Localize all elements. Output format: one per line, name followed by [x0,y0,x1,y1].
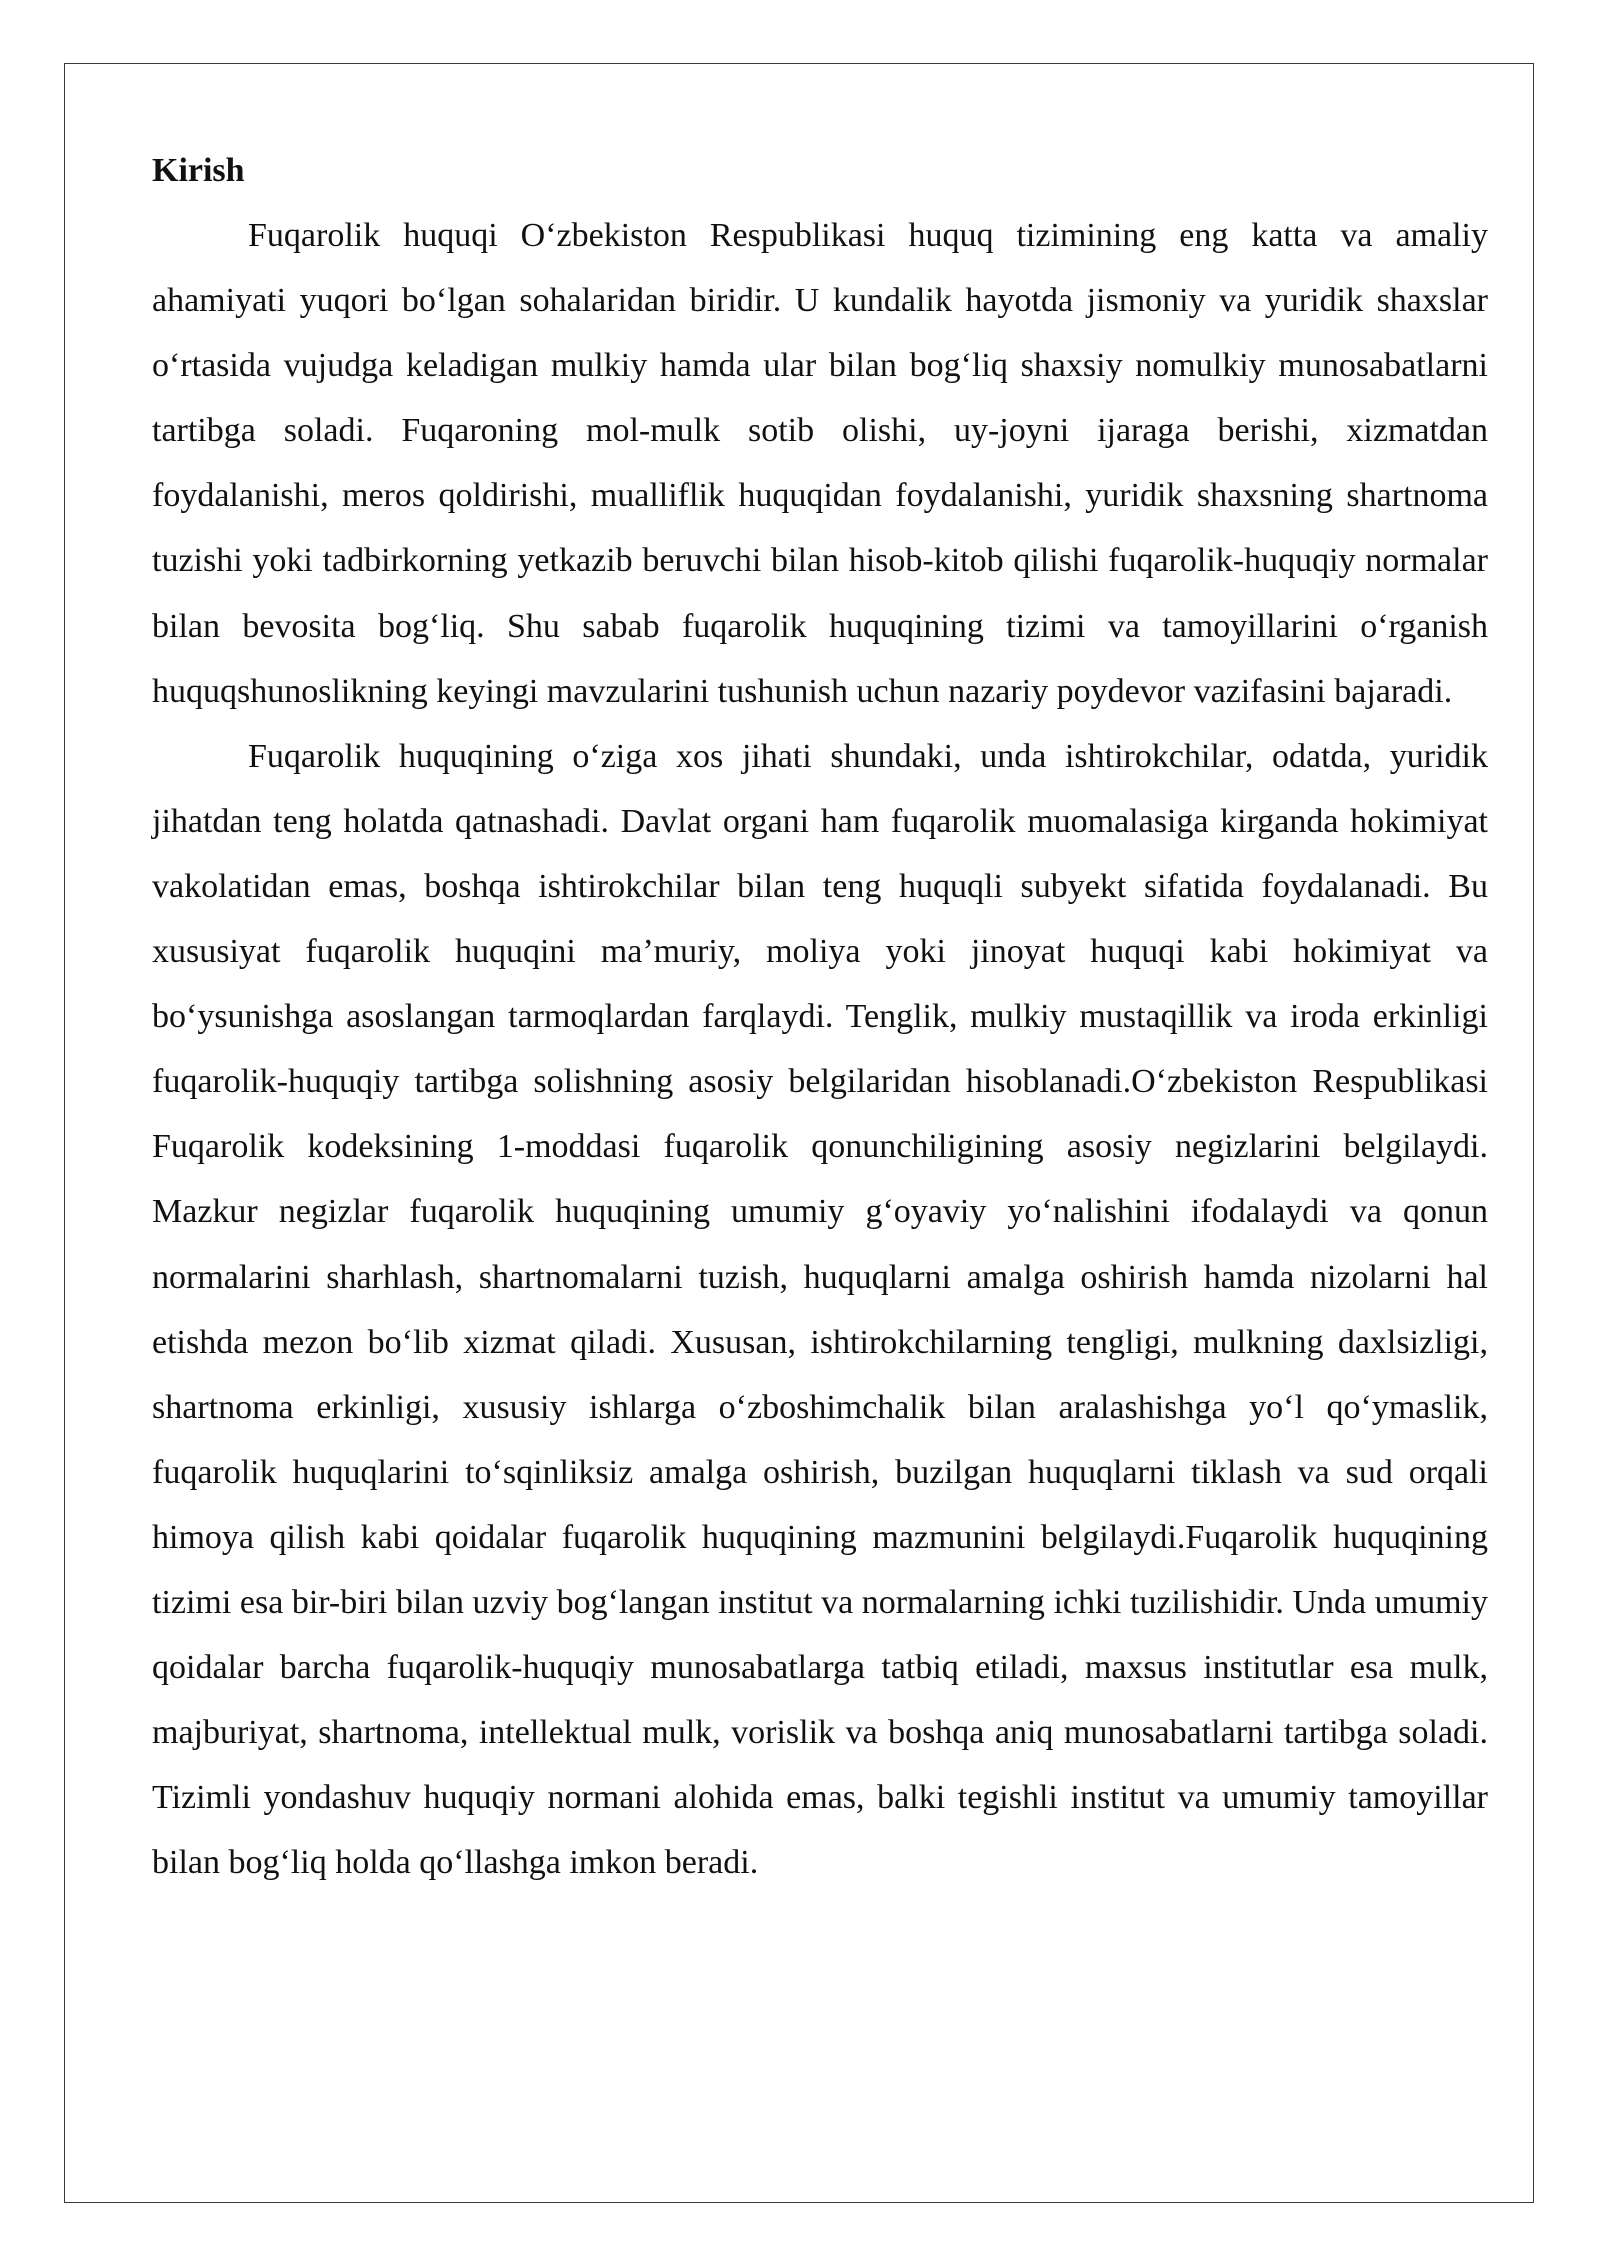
paragraph-1: Fuqarolik huquqi O‘zbekiston Respublikasi huquq tizimining eng katta va amaliy ahamiyati yuqori bo‘lgan sohalaridan biridir. U kundalik hayotda jismoniy va yuridik shaxslar o‘rtasida vujudga keladigan mulkiy hamda ular bilan bog‘liq shaxsiy nomulkiy munosabatlarni tartibga soladi. Fuqaroning mol-mulk sotib olishi, uy-joyni ijaraga berishi, xizmatdan foydalanishi, meros qoldirishi, mualliflik huquqidan foydalanishi, yuridik shaxsning shartnoma tuzishi yoki tadbirkorning yetkazib beruvchi bilan hisob-kitob qilishi fuqarolik-huquqiy normalar bilan bevosita bog‘liq. Shu sabab fuqarolik huquqining tizimi va tamoyillarini o‘rganish huquqshunoslikning keyingi mavzularini tushunish uchun nazariy poydevor vazifasini bajaradi. [152,217,1488,710]
section-heading: Kirish [152,152,245,189]
document-body [152,138,1488,1895]
paragraph-2: Fuqarolik huquqining o‘ziga xos jihati shundaki, unda ishtirokchilar, odatda, yuridik jihatdan teng holatda qatnashadi. Davlat organi ham fuqarolik muomalasiga kirganda hokimiyat vakolatidan emas, boshqa ishtirokchilar bilan teng huquqli subyekt sifatida foydalanadi. Bu xususiyat fuqarolik huquqini ma’muriy, moliya yoki jinoyat huquqi kabi hokimiyat va bo‘ysunishga asoslangan tarmoqlardan farqlaydi. Tenglik, mulkiy mustaqillik va iroda erkinligi fuqarolik-huquqiy tartibga solishning asosiy belgilaridan hisoblanadi.O‘zbekiston Respublikasi Fuqarolik kodeksining 1-moddasi fuqarolik qonunchiligining asosiy negizlarini belgilaydi. Mazkur negizlar fuqarolik huquqining umumiy g‘oyaviy yo‘nalishini ifodalaydi va qonun normalarini sharhlash, shartnomalarni tuzish, huquqlarni amalga oshirish hamda nizolarni hal etishda mezon bo‘lib xizmat qiladi. Xususan, ishtirokchilarning tengligi, mulkning daxlsizligi, shartnoma erkinligi, xususiy ishlarga o‘zboshimchalik bilan aralashishga yo‘l qo‘ymaslik, fuqarolik huquqlarini to‘sqinliksiz amalga oshirish, buzilgan huquqlarni tiklash va sud orqali himoya qilish kabi qoidalar fuqarolik huquqining mazmunini belgilaydi.Fuqarolik huquqining tizimi esa bir-biri bilan uzviy bog‘langan institut va normalarning ichki tuzilishidir. Unda umumiy qoidalar barcha fuqarolik-huquqiy munosabatlarga tatbiq etiladi, maxsus institutlar esa mulk, majburiyat, shartnoma, intellektual mulk, vorislik va boshqa aniq munosabatlarni tartibga soladi. Tizimli yondashuv huquqiy normani alohida emas, balki tegishli institut va umumiy tamoyillar bilan bog‘liq holda qo‘llashga imkon beradi. [152,737,1488,1882]
